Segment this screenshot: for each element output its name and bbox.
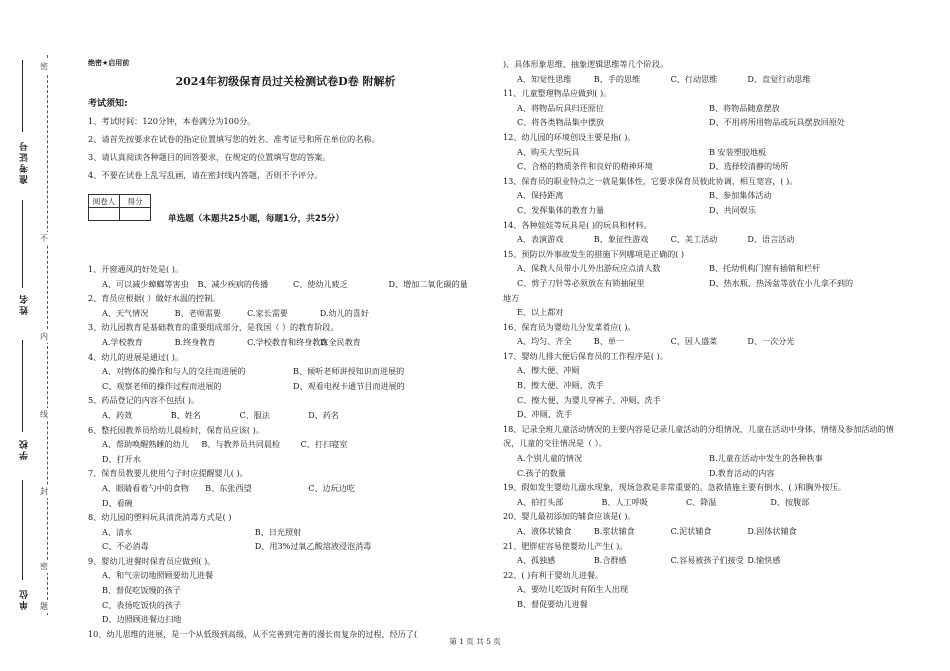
- question-options: [88, 408, 484, 423]
- question-options: [88, 568, 484, 626]
- answer-option: C.学校教育和终身教育: [247, 336, 329, 347]
- question-options: [503, 582, 901, 611]
- question-text: 15、预防以外事故发生的措施下列哪项是正确的( ): [503, 248, 685, 259]
- seal-char: 线: [40, 410, 48, 419]
- answer-option: B、东张西望: [205, 482, 252, 493]
- unit-line: [22, 480, 23, 580]
- answer-option: D.幼儿的喜好: [319, 307, 369, 318]
- answer-option: D、打开水: [102, 453, 141, 464]
- question-options: [503, 72, 901, 87]
- question-text: 19、假如发生婴幼儿溺水现象，现场急救是非常重要的。急救措施主要有倒水、( )和胸外按压。: [503, 482, 846, 493]
- answer-option: D、看碗: [102, 497, 133, 508]
- page-title: 2024年初级保育员过关检测试卷D卷 附解析: [175, 75, 396, 88]
- question-options: [503, 524, 901, 539]
- answer-option: C、将各类物品集中摆放: [517, 117, 605, 128]
- seal-char: 密: [40, 62, 48, 71]
- seal-char: 内: [40, 332, 48, 341]
- answer-option: B、老师需要: [174, 307, 221, 318]
- answer-option: B、托幼机构门窗有插销和栏杆: [709, 263, 821, 274]
- answer-option: C、剪子刀针等必须放在有锁抽屉里: [517, 277, 645, 288]
- question-text: 12、幼儿园的环境创设主要是指( )。: [503, 131, 636, 142]
- answer-option: C、合格的物质条件和良好的精神环境: [517, 161, 653, 172]
- seal-char: 不: [40, 234, 48, 243]
- name-label: 姓名: [20, 293, 30, 315]
- answer-option: A、拍打头部: [517, 496, 564, 507]
- reviewer-cell: 阅卷人: [89, 195, 120, 208]
- answer-option: B、姓名: [170, 409, 201, 420]
- answer-option: B、日光照射: [254, 526, 302, 537]
- answer-option: D、一次分光: [747, 336, 795, 347]
- answer-option: D、药名: [308, 409, 340, 420]
- answer-option: B、手的思维: [593, 73, 641, 84]
- reviewer-input-cell[interactable]: [89, 208, 120, 221]
- question-options: [88, 481, 484, 510]
- answer-option: C、观察老师的操作过程而进展的: [102, 380, 222, 391]
- question-text: 22、( )有利于婴幼儿进餐。: [503, 569, 604, 580]
- answer-option: A、和气亲切地照顾要幼儿进餐: [102, 570, 214, 581]
- answer-option: B.儿童在活动中发生的各种秩事: [709, 453, 823, 464]
- question-text: 地方: [503, 292, 520, 303]
- answer-option: C.泥状辅食: [670, 526, 712, 536]
- school-label: 学校: [20, 438, 30, 460]
- answer-option: A、液体状辅食: [517, 526, 572, 536]
- answer-option: C、因人盛菜: [670, 336, 718, 347]
- question-options: [88, 437, 484, 466]
- answer-option: C、边玩边吃: [308, 482, 355, 493]
- answer-option: C、行动思维: [670, 73, 718, 84]
- school-line: [22, 340, 23, 432]
- answer-option: D、用3%过氧乙酸溶液浸泡消毒: [254, 541, 372, 552]
- question-text: 10、幼儿思维的进展，是一个从低级到高级，从不完善到完善的漫长而复杂的过程，经历了(: [88, 628, 418, 639]
- answer-option: D、按腹部: [770, 496, 810, 507]
- answer-option: A.个别儿童的情况: [517, 453, 583, 464]
- answer-option: D、共同娱乐: [709, 204, 756, 215]
- question-options: [88, 364, 484, 393]
- answer-option: C、服法: [239, 409, 270, 420]
- answer-option: C、表扬吃饭快的孩子: [102, 599, 182, 610]
- seal-char: 密: [40, 562, 48, 571]
- answer-option: A、药效: [102, 409, 133, 420]
- question-text: 16、保育员为婴幼儿分发菜肴应( )。: [503, 321, 636, 332]
- page-footer: 第 1 页 共 5 页: [449, 637, 501, 646]
- answer-option: C.孩子的数量: [517, 467, 566, 478]
- answer-option: A、清水: [102, 526, 133, 537]
- answer-option: C、使幼儿疲乏: [293, 278, 348, 289]
- question-options: [88, 306, 484, 321]
- question-text: 8、幼儿园的塑料玩具清洗消毒方式是( ): [88, 512, 232, 523]
- question-options: [503, 553, 901, 568]
- answer-option: A、可以减少蟑螂等害虫: [102, 278, 189, 289]
- answer-option: A.学校教育: [102, 336, 143, 347]
- answer-option: A、要幼儿吃饭时有陌生人出现: [517, 584, 629, 595]
- score-cell: 得分: [120, 195, 151, 208]
- question-text: 20、婴儿最初添加的辅食应该是( )。: [503, 511, 636, 522]
- answer-option: D、语言活动: [747, 234, 795, 245]
- question-text: 1、开窗通风的好处是( )。: [88, 264, 183, 274]
- question-text: 2、育员应根据( ）做好水温的控制。: [88, 293, 221, 304]
- answer-option: C、擦大便、为婴儿穿裤子、冲厕、洗手: [517, 394, 661, 405]
- question-options: [88, 525, 484, 554]
- answer-option: C、不必消毒: [102, 541, 149, 552]
- notice-item: 4、不要在试卷上乱写乱画，请在密封线内答题，否则不予评分。: [88, 170, 323, 180]
- answer-option: D、选择较清静的场所: [709, 161, 789, 172]
- answer-option: C、打扫寝室: [300, 439, 348, 450]
- question-options: [503, 261, 901, 290]
- answer-option: A、表演游戏: [517, 234, 564, 245]
- question-options: [503, 101, 901, 130]
- answer-option: B、参加集体活动: [709, 190, 772, 201]
- answer-option: B.终身教育: [174, 336, 216, 347]
- seal-char: 封: [40, 487, 48, 496]
- question-options: [503, 232, 901, 247]
- question-text: 9、婴幼儿进餐时保育员应做到( )。: [88, 555, 216, 566]
- left-question-list: [88, 262, 484, 641]
- question-text: 11、儿童整理物品应做到( )。: [503, 88, 612, 99]
- answer-option: B、擦大便、冲厕、洗手: [517, 380, 604, 391]
- answer-option: D、增加二氧化碳的量: [388, 278, 468, 289]
- secret-mark: 绝密★启用前: [88, 59, 130, 67]
- answer-option: D、不用将所用物品或玩具摆放回原处: [709, 117, 845, 128]
- answer-option: C.家长需要: [247, 307, 289, 318]
- answer-option: B 安装塑胶地板: [709, 146, 767, 157]
- answer-option: B、将物品随意摆放: [709, 102, 780, 113]
- question-options: [503, 305, 901, 320]
- section-heading: 单选题（本题共25小题，每题1分，共25分）: [168, 214, 344, 224]
- answer-option: B.合群感: [593, 555, 627, 566]
- answer-option: C、发挥集体的教育力量: [517, 204, 605, 215]
- question-options: [88, 335, 484, 350]
- question-text: 21、肥胖症容易使婴幼儿产生( )。: [503, 540, 628, 551]
- answer-option: D、边照顾进餐边扫地: [102, 614, 182, 625]
- question-text: 3、幼儿园教育是基础教育的重要组成部分，是我国（ ）的教育阶段。: [88, 322, 339, 333]
- answer-option: B、督促要幼儿进餐: [517, 598, 588, 609]
- answer-option: E、以上都对: [517, 307, 564, 318]
- answer-option: A、购买大型玩具: [517, 146, 580, 157]
- answer-option: D、热水瓶、热汤盆等放在小儿拿不到的: [709, 277, 854, 288]
- notice-title: 考试须知:: [88, 99, 128, 109]
- answer-option: A、天气情况: [102, 307, 149, 318]
- answer-option: D、直觉行动思维: [747, 73, 811, 84]
- answer-option: C、美工活动: [670, 234, 718, 245]
- question-text: 7、保育员教要儿使用勺子时应提醒婴儿( )。: [88, 468, 248, 479]
- question-options: [503, 334, 901, 349]
- answer-option: A、眼睛看着勺中的食物: [102, 482, 189, 493]
- question-options: [503, 363, 901, 421]
- answer-option: D、冲厕、洗手: [517, 409, 573, 420]
- answer-option: B、减少疾病的传播: [197, 278, 269, 289]
- question-options: [88, 277, 484, 292]
- answer-option: A、孤独感: [517, 555, 556, 566]
- answer-option: C.容易被孩子们接受: [670, 555, 744, 566]
- answer-option: B.浆状辅食: [593, 526, 635, 536]
- answer-option: B、单一: [593, 336, 625, 347]
- score-box: [88, 194, 151, 221]
- exam-number-label: 准考证号: [20, 140, 30, 184]
- answer-option: A、保教人员带小儿外出游玩应点清人数: [517, 263, 661, 274]
- question-options: [503, 451, 901, 480]
- answer-option: D.愉快感: [747, 555, 781, 566]
- question-options: [503, 495, 901, 510]
- right-question-list: [503, 57, 901, 612]
- answer-option: A、保持距离: [517, 190, 564, 201]
- question-text: 4、幼儿的进展是通过( )。: [88, 351, 183, 362]
- exam-number-line: [22, 60, 23, 132]
- binding-margin: [0, 0, 62, 671]
- answer-option: A、对物体的操作和与人的交往而进展的: [102, 366, 246, 377]
- notice-item: 2、请首先按要求在试卷的指定位置填写您的姓名、准考证号和所在单位的名称。: [88, 134, 380, 144]
- answer-option: B、与教养员共同晨检: [201, 439, 281, 450]
- answer-option: B、象征性游戏: [593, 234, 649, 245]
- question-text: 17、婴幼儿排大便后保育员的工作程序是( )。: [503, 350, 668, 361]
- answer-option: A、将物品玩具归还原位: [517, 102, 604, 113]
- notice-list: [88, 112, 483, 184]
- unit-label: 单位: [20, 588, 30, 610]
- notice-item: 1、考试时间：120分钟，本卷满分为100分。: [88, 116, 256, 126]
- answer-option: C、降温: [685, 496, 717, 507]
- answer-option: D.固体状辅食: [747, 526, 797, 536]
- answer-option: D、观看电视卡通节目而进展的: [293, 380, 405, 391]
- name-line: [22, 200, 23, 288]
- question-text: 18、记录全班儿童活动情况的主要内容是记录儿童活动的分组情况，儿童在活动中身体，情绪及参加活动的情况，儿童的交往情况是（ ）。: [503, 423, 894, 449]
- question-text: 14、各种娃娃等玩具是( )的玩具和材料。: [503, 219, 652, 230]
- answer-option: B、倾听老师讲授知识而进展的: [293, 366, 405, 377]
- question-text: )、具体形象思维、抽象逻辑思维等几个阶段。: [503, 59, 669, 69]
- answer-option: B、督促吃饭慢的孩子: [102, 585, 181, 596]
- answer-option: A、均匀、齐全: [517, 336, 572, 347]
- question-text: 6、整托园教养员给幼儿晨检时，保育员应该( )。: [88, 424, 264, 435]
- answer-option: A、知觉性思维: [517, 73, 572, 84]
- notice-item: 3、请认真阅读各种题目的回答要求，在规定的位置填写您的答案。: [88, 152, 331, 162]
- answer-option: D.全民教育: [319, 336, 361, 347]
- answer-option: A、擦大便、冲厕: [517, 365, 580, 376]
- question-text: 13、保育员的职业特点之一就是集体性，它要求保育员彼此协调，相互宽容，( )。: [503, 175, 798, 186]
- answer-option: A、帮助唤醒熟睡的幼儿: [102, 439, 189, 450]
- question-options: [503, 145, 901, 174]
- score-input-cell[interactable]: [120, 208, 151, 221]
- seal-char: 题: [40, 602, 48, 611]
- question-text: 5、药品登记的内容不包括( )。: [88, 395, 200, 406]
- question-options: [503, 188, 901, 217]
- answer-option: B、人工呼吸: [601, 496, 648, 507]
- answer-option: D.教育活动的内容: [709, 467, 775, 478]
